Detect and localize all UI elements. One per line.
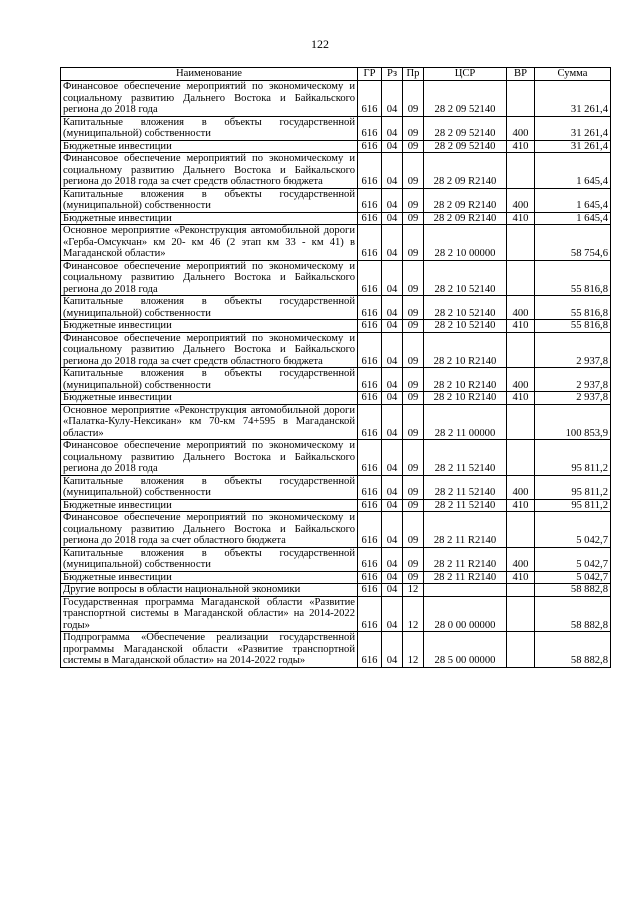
table-row — [61, 332, 611, 368]
cell-pr: 09 — [403, 499, 424, 512]
cell-rz: 04 — [382, 475, 403, 499]
cell-gr: 616 — [358, 225, 382, 261]
table-body — [61, 81, 611, 668]
cell-name: Финансовое обеспечение мероприятий по экономическому и социальному развитию Дальнего Востока и Байкальского региона до 2018 года за счет средств областного бюджета — [61, 153, 358, 189]
cell-vr: 400 — [507, 116, 535, 140]
cell-name: Бюджетные инвестиции — [61, 140, 358, 153]
cell-vr — [507, 596, 535, 632]
cell-rz: 04 — [382, 153, 403, 189]
cell-vr: 410 — [507, 140, 535, 153]
table-row — [61, 571, 611, 584]
table-row — [61, 225, 611, 261]
cell-csr: 28 2 09 R2140 — [424, 188, 507, 212]
cell-pr: 09 — [403, 140, 424, 153]
cell-csr: 28 2 09 52140 — [424, 81, 507, 117]
cell-sum: 58 882,8 — [535, 596, 611, 632]
cell-gr: 616 — [358, 512, 382, 548]
cell-gr: 616 — [358, 571, 382, 584]
cell-sum: 95 811,2 — [535, 440, 611, 476]
cell-pr: 09 — [403, 440, 424, 476]
cell-csr: 28 2 11 52140 — [424, 440, 507, 476]
cell-rz: 04 — [382, 440, 403, 476]
cell-gr: 616 — [358, 320, 382, 333]
cell-gr: 616 — [358, 596, 382, 632]
table-row — [61, 440, 611, 476]
cell-vr: 400 — [507, 368, 535, 392]
cell-pr: 09 — [403, 404, 424, 440]
cell-sum: 1 645,4 — [535, 153, 611, 189]
cell-csr: 28 2 11 52140 — [424, 499, 507, 512]
cell-gr: 616 — [358, 368, 382, 392]
cell-rz: 04 — [382, 368, 403, 392]
cell-sum: 95 811,2 — [535, 499, 611, 512]
table-row — [61, 547, 611, 571]
cell-rz: 04 — [382, 188, 403, 212]
cell-sum: 58 882,8 — [535, 584, 611, 597]
cell-csr: 28 2 10 52140 — [424, 320, 507, 333]
cell-rz: 04 — [382, 632, 403, 668]
cell-csr — [424, 584, 507, 597]
cell-csr: 28 2 11 52140 — [424, 475, 507, 499]
cell-vr — [507, 440, 535, 476]
cell-gr: 616 — [358, 188, 382, 212]
cell-name: Бюджетные инвестиции — [61, 499, 358, 512]
cell-gr: 616 — [358, 632, 382, 668]
table-row — [61, 212, 611, 225]
header-sum: Сумма — [535, 68, 611, 81]
table-row — [61, 596, 611, 632]
cell-rz: 04 — [382, 296, 403, 320]
cell-name: Основное мероприятие «Реконструкция автомобильной дороги «Герба-Омсукчан» км 20- км 46 (2 этап км 33 - км 41) в Магаданской области» — [61, 225, 358, 261]
cell-name: Капитальные вложения в объекты государственной (муниципальной) собственности — [61, 116, 358, 140]
cell-rz: 04 — [382, 81, 403, 117]
cell-vr: 410 — [507, 571, 535, 584]
cell-csr: 28 2 10 R2140 — [424, 332, 507, 368]
cell-gr: 616 — [358, 440, 382, 476]
cell-gr: 616 — [358, 296, 382, 320]
cell-csr: 28 2 10 R2140 — [424, 392, 507, 405]
cell-pr: 09 — [403, 81, 424, 117]
cell-vr: 410 — [507, 499, 535, 512]
table-row — [61, 260, 611, 296]
cell-gr: 616 — [358, 153, 382, 189]
cell-vr — [507, 584, 535, 597]
cell-sum: 1 645,4 — [535, 212, 611, 225]
cell-pr: 09 — [403, 512, 424, 548]
cell-rz: 04 — [382, 499, 403, 512]
cell-gr: 616 — [358, 81, 382, 117]
cell-rz: 04 — [382, 596, 403, 632]
cell-rz: 04 — [382, 332, 403, 368]
cell-pr: 09 — [403, 260, 424, 296]
cell-sum: 55 816,8 — [535, 296, 611, 320]
table-row — [61, 140, 611, 153]
cell-rz: 04 — [382, 404, 403, 440]
table-header-row — [61, 68, 611, 81]
cell-csr: 28 2 09 52140 — [424, 116, 507, 140]
budget-table — [60, 67, 611, 668]
cell-name: Финансовое обеспечение мероприятий по экономическому и социальному развитию Дальнего Востока и Байкальского региона до 2018 года — [61, 81, 358, 117]
cell-sum: 5 042,7 — [535, 547, 611, 571]
table-row — [61, 584, 611, 597]
table-row — [61, 475, 611, 499]
cell-sum: 5 042,7 — [535, 512, 611, 548]
cell-vr: 400 — [507, 296, 535, 320]
cell-rz: 04 — [382, 584, 403, 597]
table-row — [61, 499, 611, 512]
cell-gr: 616 — [358, 212, 382, 225]
cell-csr: 28 2 11 R2140 — [424, 571, 507, 584]
cell-gr: 616 — [358, 392, 382, 405]
cell-sum: 31 261,4 — [535, 116, 611, 140]
cell-vr — [507, 153, 535, 189]
cell-rz: 04 — [382, 140, 403, 153]
cell-pr: 09 — [403, 320, 424, 333]
cell-pr: 12 — [403, 632, 424, 668]
cell-rz: 04 — [382, 512, 403, 548]
cell-sum: 95 811,2 — [535, 475, 611, 499]
table-row — [61, 81, 611, 117]
cell-gr: 616 — [358, 140, 382, 153]
cell-pr: 09 — [403, 571, 424, 584]
cell-gr: 616 — [358, 475, 382, 499]
cell-csr: 28 2 10 52140 — [424, 296, 507, 320]
cell-name: Государственная программа Магаданской области «Развитие транспортной системы в Магаданской области» на 2014-2022 годы» — [61, 596, 358, 632]
cell-sum: 55 816,8 — [535, 260, 611, 296]
cell-sum: 31 261,4 — [535, 81, 611, 117]
cell-vr: 410 — [507, 320, 535, 333]
cell-sum: 2 937,8 — [535, 332, 611, 368]
cell-vr — [507, 404, 535, 440]
cell-pr: 09 — [403, 392, 424, 405]
table-row — [61, 188, 611, 212]
cell-pr: 09 — [403, 153, 424, 189]
header-vr: ВР — [507, 68, 535, 81]
cell-name: Капитальные вложения в объекты государственной (муниципальной) собственности — [61, 368, 358, 392]
cell-vr: 400 — [507, 547, 535, 571]
cell-gr: 616 — [358, 332, 382, 368]
cell-rz: 04 — [382, 320, 403, 333]
cell-name: Финансовое обеспечение мероприятий по экономическому и социальному развитию Дальнего Востока и Байкальского региона до 2018 года за счет средств областного бюджета — [61, 332, 358, 368]
cell-gr: 616 — [358, 499, 382, 512]
cell-pr: 09 — [403, 116, 424, 140]
cell-vr — [507, 332, 535, 368]
cell-csr: 28 2 10 52140 — [424, 260, 507, 296]
cell-vr: 410 — [507, 392, 535, 405]
cell-csr: 28 0 00 00000 — [424, 596, 507, 632]
cell-pr: 09 — [403, 368, 424, 392]
cell-vr: 400 — [507, 188, 535, 212]
cell-name: Бюджетные инвестиции — [61, 571, 358, 584]
cell-name: Капитальные вложения в объекты государственной (муниципальной) собственности — [61, 188, 358, 212]
cell-sum: 2 937,8 — [535, 392, 611, 405]
cell-rz: 04 — [382, 116, 403, 140]
cell-rz: 04 — [382, 260, 403, 296]
table-row — [61, 392, 611, 405]
table-row — [61, 368, 611, 392]
cell-gr: 616 — [358, 404, 382, 440]
cell-pr: 09 — [403, 296, 424, 320]
cell-rz: 04 — [382, 547, 403, 571]
header-name: Наименование — [61, 68, 358, 81]
cell-name: Другие вопросы в области национальной экономики — [61, 584, 358, 597]
cell-pr: 09 — [403, 225, 424, 261]
page-number: 122 — [311, 37, 329, 51]
header-pr: Пр — [403, 68, 424, 81]
cell-gr: 616 — [358, 584, 382, 597]
cell-name: Основное мероприятие «Реконструкция автомобильной дороги «Палатка-Кулу-Нексикан» км 70-км 74+595 в Магаданской области» — [61, 404, 358, 440]
table-row — [61, 632, 611, 668]
cell-vr: 410 — [507, 212, 535, 225]
cell-csr: 28 2 09 52140 — [424, 140, 507, 153]
cell-name: Бюджетные инвестиции — [61, 212, 358, 225]
cell-sum: 2 937,8 — [535, 368, 611, 392]
header-csr: ЦСР — [424, 68, 507, 81]
cell-pr: 12 — [403, 596, 424, 632]
cell-csr: 28 2 11 R2140 — [424, 512, 507, 548]
cell-pr: 09 — [403, 332, 424, 368]
cell-rz: 04 — [382, 212, 403, 225]
header-rz: Рз — [382, 68, 403, 81]
cell-name: Бюджетные инвестиции — [61, 392, 358, 405]
cell-name: Финансовое обеспечение мероприятий по экономическому и социальному развитию Дальнего Востока и Байкальского региона до 2018 года за счет областного бюджета — [61, 512, 358, 548]
table-row — [61, 296, 611, 320]
cell-csr: 28 2 09 R2140 — [424, 212, 507, 225]
table-row — [61, 153, 611, 189]
cell-sum: 55 816,8 — [535, 320, 611, 333]
cell-name: Бюджетные инвестиции — [61, 320, 358, 333]
cell-rz: 04 — [382, 392, 403, 405]
cell-name: Подпрограмма «Обеспечение реализации государственной программы Магаданской области «Развитие транспортной системы в Магаданской области» на 2014-2022 годы» — [61, 632, 358, 668]
cell-sum: 5 042,7 — [535, 571, 611, 584]
cell-pr: 09 — [403, 547, 424, 571]
cell-csr: 28 2 11 R2140 — [424, 547, 507, 571]
table-row — [61, 512, 611, 548]
cell-sum: 100 853,9 — [535, 404, 611, 440]
cell-vr — [507, 260, 535, 296]
table-row — [61, 320, 611, 333]
cell-csr: 28 5 00 00000 — [424, 632, 507, 668]
cell-vr — [507, 512, 535, 548]
cell-gr: 616 — [358, 116, 382, 140]
cell-name: Капитальные вложения в объекты государственной (муниципальной) собственности — [61, 296, 358, 320]
cell-csr: 28 2 11 00000 — [424, 404, 507, 440]
cell-csr: 28 2 09 R2140 — [424, 153, 507, 189]
cell-pr: 09 — [403, 212, 424, 225]
cell-gr: 616 — [358, 260, 382, 296]
cell-pr: 09 — [403, 475, 424, 499]
cell-pr: 09 — [403, 188, 424, 212]
cell-gr: 616 — [358, 547, 382, 571]
cell-csr: 28 2 10 00000 — [424, 225, 507, 261]
cell-sum: 31 261,4 — [535, 140, 611, 153]
cell-rz: 04 — [382, 225, 403, 261]
table-row — [61, 116, 611, 140]
table-row — [61, 404, 611, 440]
cell-vr: 400 — [507, 475, 535, 499]
cell-name: Финансовое обеспечение мероприятий по экономическому и социальному развитию Дальнего Востока и Байкальского региона до 2018 года — [61, 260, 358, 296]
cell-sum: 1 645,4 — [535, 188, 611, 212]
cell-csr: 28 2 10 R2140 — [424, 368, 507, 392]
cell-vr — [507, 225, 535, 261]
cell-sum: 58 882,8 — [535, 632, 611, 668]
cell-name: Капитальные вложения в объекты государственной (муниципальной) собственности — [61, 475, 358, 499]
cell-vr — [507, 632, 535, 668]
cell-vr — [507, 81, 535, 117]
cell-sum: 58 754,6 — [535, 225, 611, 261]
cell-name: Капитальные вложения в объекты государственной (муниципальной) собственности — [61, 547, 358, 571]
header-gr: ГР — [358, 68, 382, 81]
cell-rz: 04 — [382, 571, 403, 584]
cell-name: Финансовое обеспечение мероприятий по экономическому и социальному развитию Дальнего Востока и Байкальского региона до 2018 года — [61, 440, 358, 476]
cell-pr: 12 — [403, 584, 424, 597]
